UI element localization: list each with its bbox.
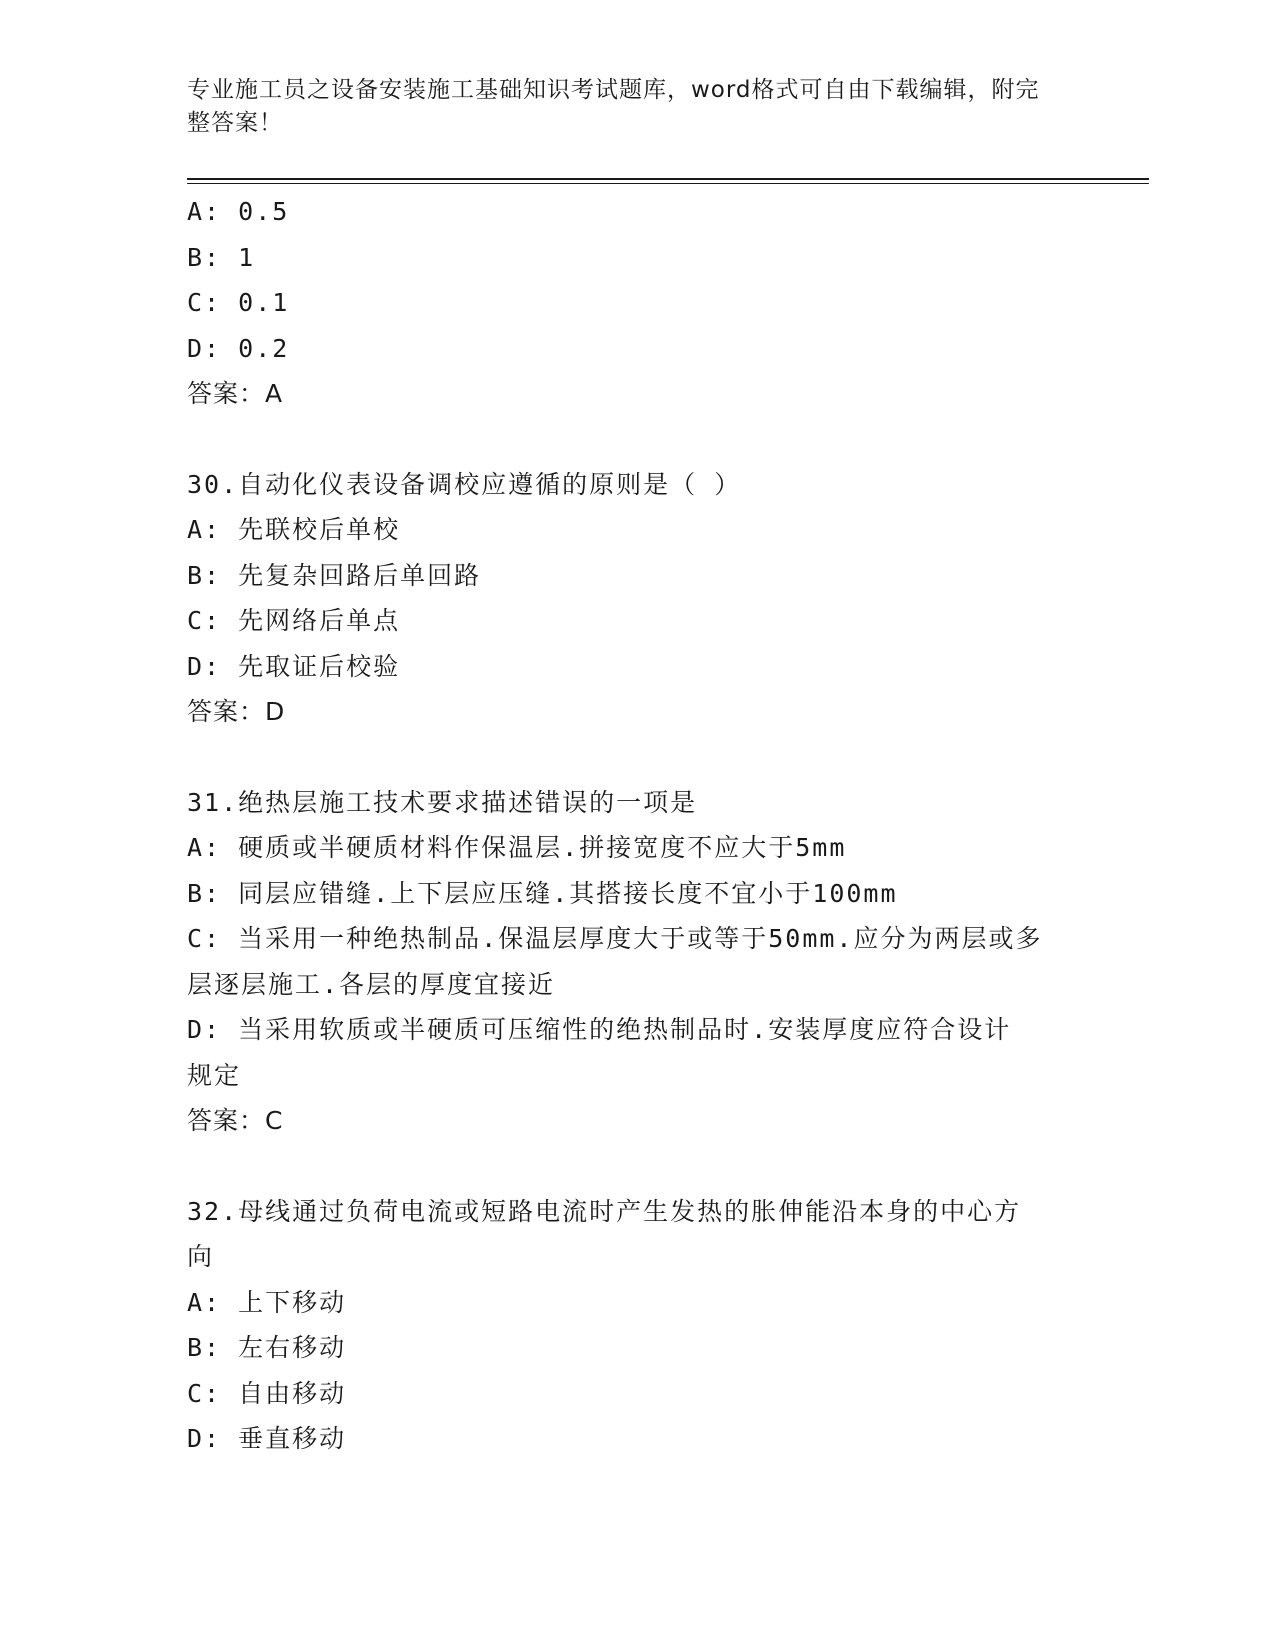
option-c-continuation: 层逐层施工.各层的厚度宜接近 <box>187 969 556 999</box>
spacer <box>187 735 1087 780</box>
option-a: A: 上下移动 <box>187 1287 347 1317</box>
option-a: A: 硬质或半硬质材料作保温层.拼接宽度不应大于5mm <box>187 833 847 862</box>
option-c: C: 自由移动 <box>187 1378 347 1408</box>
option-c: C: 当采用一种绝热制品.保温层厚度大于或等于50mm.应分为两层或多 <box>187 924 1043 953</box>
option-b: B: 先复杂回路后单回路 <box>187 560 482 590</box>
option-b: B: 左右移动 <box>187 1333 347 1362</box>
question-text: 32.母线通过负荷电流或短路电流时产生发热的胀伸能沿本身的中心方 <box>187 1196 1022 1226</box>
option-c: C: 0.1 <box>187 288 290 317</box>
header-rule-thin <box>187 183 1149 184</box>
option-b: B: 同层应错缝.上下层应压缝.其搭接长度不宜小于100mm <box>187 878 898 908</box>
question-block-32 <box>187 1189 1087 1462</box>
question-block-30 <box>187 462 1087 735</box>
spacer <box>187 417 1087 462</box>
header-rule-thick <box>187 178 1149 180</box>
answer-label: 答案：A <box>187 379 284 408</box>
spacer <box>187 1144 1087 1189</box>
header-line-1: 专业施工员之设备安装施工基础知识考试题库，word格式可自由下载编辑，附完 <box>187 77 1040 103</box>
question-block-29 <box>187 189 1087 417</box>
header-line-2: 整答案！ <box>187 110 283 136</box>
option-d: D: 垂直移动 <box>187 1424 347 1453</box>
option-d: D: 当采用软质或半硬质可压缩性的绝热制品时.安装厚度应符合设计 <box>187 1015 1012 1044</box>
option-b: B: 1 <box>187 242 256 272</box>
question-text-continuation: 向 <box>187 1242 215 1271</box>
question-block-31 <box>187 780 1087 1144</box>
option-c: C: 先网络后单点 <box>187 606 401 635</box>
option-d-continuation: 规定 <box>187 1060 242 1090</box>
option-d: D: 0.2 <box>187 333 290 363</box>
option-a: A: 0.5 <box>187 197 290 226</box>
answer-label: 答案：D <box>187 697 286 726</box>
option-a: A: 先联校后单校 <box>187 515 401 544</box>
option-d: D: 先取证后校验 <box>187 651 401 681</box>
answer-label: 答案：C <box>187 1106 284 1135</box>
question-text: 31.绝热层施工技术要求描述错误的一项是 <box>187 787 698 817</box>
question-text: 30.自动化仪表设备调校应遵循的原则是（ ） <box>187 469 742 499</box>
document-header <box>187 74 1087 140</box>
question-list <box>187 189 1087 1462</box>
